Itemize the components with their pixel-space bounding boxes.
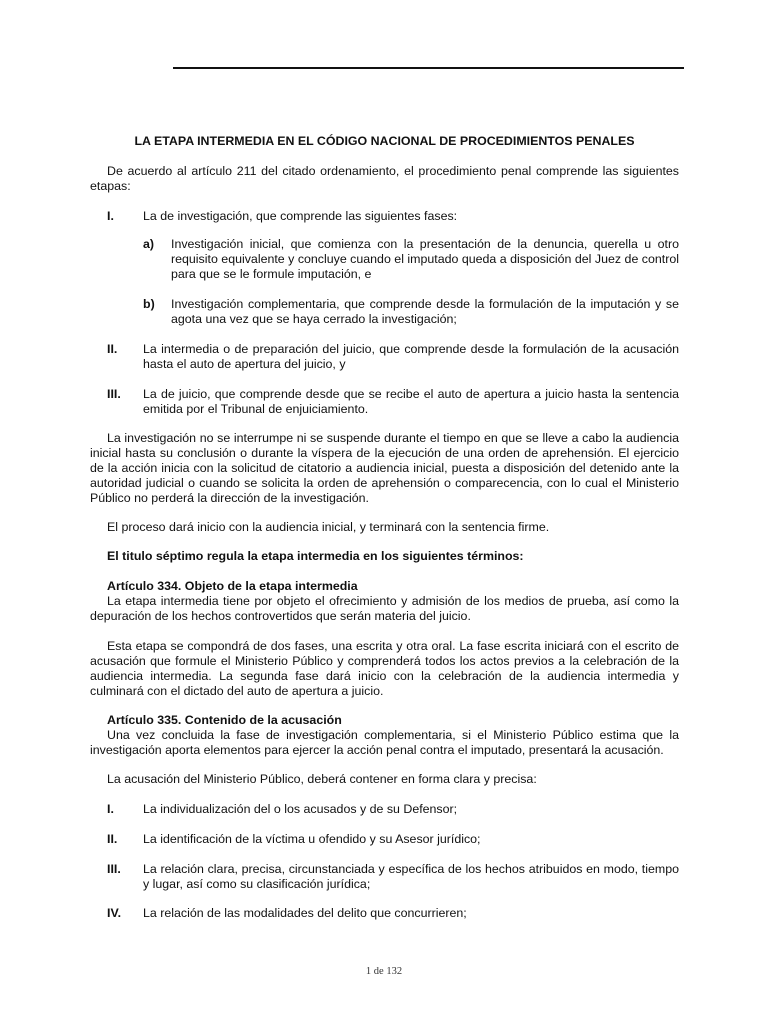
seventh-title-heading: El titulo séptimo regula la etapa intermedia en los siguientes términos: xyxy=(107,549,524,563)
article-334-heading: Artículo 334. Objeto de la etapa intermedia xyxy=(107,579,358,593)
subphase-text: Investigación complementaria, que comprende desde la formulación de la imputación y se agota una vez que se haya cerrado la investigación; xyxy=(171,297,679,326)
accusation-intro: La acusación del Ministerio Público, deberá contener en forma clara y precisa: xyxy=(107,772,537,786)
accusation-item-number: I. xyxy=(107,802,114,816)
accusation-item-text: La relación clara, precisa, circunstanciada y específica de los hechos atribuidos en modo, tiempo y lugar, así como su clasificación jurídica; xyxy=(143,862,679,891)
page-number-footer: 1 de 132 xyxy=(365,966,403,977)
subphase-letter: b) xyxy=(143,297,155,311)
header-rule xyxy=(173,67,684,69)
stage-text: La de juicio, que comprende desde que se recibe el auto de apertura a juicio hasta la sentencia emitida por el Tribunal de enjuiciamiento. xyxy=(143,387,679,416)
document-title: LA ETAPA INTERMEDIA EN EL CÓDIGO NACIONAL DE PROCEDIMIENTOS PENALES xyxy=(134,134,635,148)
process-paragraph: El proceso dará inicio con la audiencia inicial, y terminará con la sentencia firme. xyxy=(107,520,550,534)
subphase-letter: a) xyxy=(143,237,155,251)
accusation-item-number: II. xyxy=(107,832,118,846)
accusation-item-text: La identificación de la víctima u ofendido y su Asesor jurídico; xyxy=(143,832,481,846)
article-334-text-2: Esta etapa se compondrá de dos fases, una escrita y otra oral. La fase escrita iniciará con el escrito de acusación que formule el Ministerio Público y comprenderá todos los actos previos a la celebración de la audiencia intermedia. La segunda fase dará inicio con la celebración de la audiencia intermedia y culminará con el dictado del auto de apertura a juicio. xyxy=(90,639,679,698)
article-335-text: Una vez concluida la fase de investigación complementaria, si el Ministerio Público estima que la investigación aporta elementos para ejercer la acción penal contra el imputado, presentará la acusación. xyxy=(90,728,679,757)
accusation-item-number: III. xyxy=(107,862,121,876)
intro-paragraph: De acuerdo al artículo 211 del citado ordenamiento, el procedimiento penal comprende las siguientes etapas: xyxy=(90,164,679,193)
article-334-text: La etapa intermedia tiene por objeto el ofrecimiento y admisión de los medios de prueba, así como la depuración de los hechos controvertidos que serán materia del juicio. xyxy=(90,594,679,623)
stage-text: La intermedia o de preparación del juicio, que comprende desde la formulación de la acusación hasta el auto de apertura del juicio, y xyxy=(143,342,679,371)
subphase-text: Investigación inicial, que comienza con la presentación de la denuncia, querella u otro requisito equivalente y concluye cuando el imputado queda a disposición del Juez de control para que se le formule imputación, e xyxy=(171,237,679,281)
article-335-heading: Artículo 335. Contenido de la acusación xyxy=(107,713,342,727)
accusation-item-text: La individualización del o los acusados y de su Defensor; xyxy=(143,802,458,816)
stage-number: III. xyxy=(107,387,121,401)
accusation-item-text: La relación de las modalidades del delito que concurrieren; xyxy=(143,906,467,920)
investigation-paragraph: La investigación no se interrumpe ni se suspende durante el tiempo en que se lleve a cabo la audiencia inicial hasta su conclusión o durante la víspera de la ejecución de una orden de aprehensión. El ejercicio de la acción inicia con la solicitud de citatorio a audiencia inicial, puesta a disposición del detenido ante la autoridad judicial o cuando se solicita la orden de aprehensión o comparecencia, con lo cual el Ministerio Público no perderá la dirección de la investigación. xyxy=(90,431,679,505)
stage-number: II. xyxy=(107,342,118,356)
accusation-item-number: IV. xyxy=(107,906,122,920)
stage-number: I. xyxy=(107,209,114,223)
stage-text: La de investigación, que comprende las siguientes fases: xyxy=(143,209,458,223)
